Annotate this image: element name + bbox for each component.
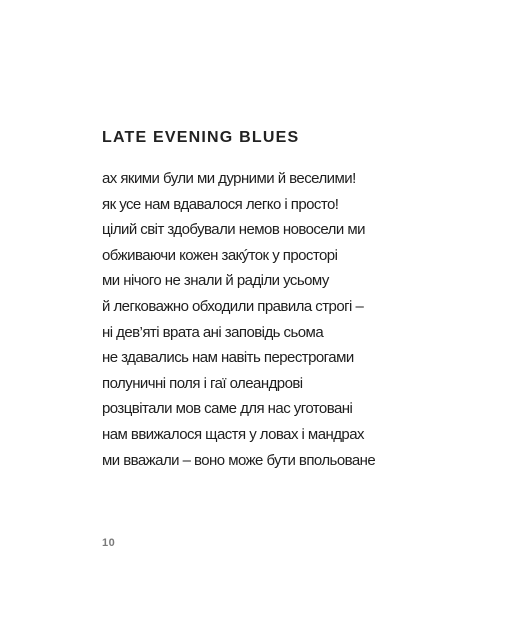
page-number: 10 <box>102 537 116 549</box>
poem-line: нам ввижалося щастя у ловах і мандрах <box>102 425 364 443</box>
poem-line: й легковажно обходили правила строгі – <box>102 297 364 315</box>
poem-title: LATE EVENING BLUES <box>102 129 300 146</box>
poem-line: полуничні поля і гаї олеандрові <box>102 374 303 392</box>
poem-line: ми вважали – воно може бути впольоване <box>102 451 376 469</box>
poem-line: обживаючи кожен закýток у просторі <box>102 246 338 264</box>
poem-line: ах якими були ми дурними й веселими! <box>102 170 356 187</box>
poem-line: ми нічого не знали й раділи усьому <box>102 272 329 290</box>
poem-line: цілий світ здобували немов новосели ми <box>102 221 365 239</box>
poem-line: ні дев’яті врата ані заповідь сьома <box>102 323 324 341</box>
poem-body <box>102 166 432 473</box>
poem-line: як усе нам вдавалося легко і просто! <box>102 195 339 213</box>
poem-line: розцвітали мов саме для нас уготовані <box>102 400 353 418</box>
poem-line: не здавались нам навіть перестрогами <box>102 349 354 367</box>
